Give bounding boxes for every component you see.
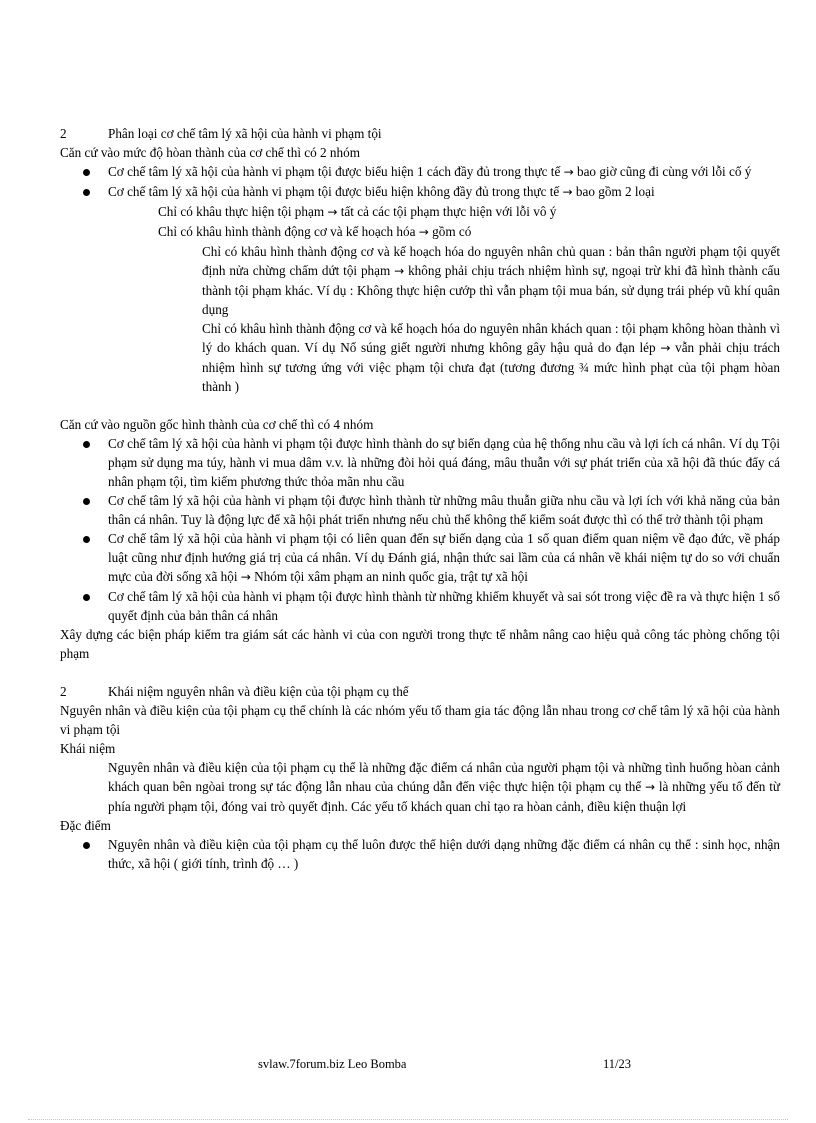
list-item: Nguyên nhân và điều kiện của tội phạm cụ thể luôn được thể hiện dưới dạng những đặc điểm cá nhân cụ thể : sinh học, nhận thức, xã hội ( giới tính, trình độ … ) — [60, 835, 780, 873]
sub-item: Chỉ có khâu hình thành động cơ và kế hoạch hóa → gồm có — [60, 222, 780, 242]
sub-sub-item: Chỉ có khâu hình thành động cơ và kế hoạch hóa do nguyên nhân khách quan : tội phạm không hòan thành vì lý do khách quan. Ví dụ Nổ súng giết người nhưng không gây hậu quả do đạn lép → vẫn phải chịu trách nhiệm hình sự tương ứng với việc phạm tội chưa đạt (tương đương ¾ mức hình phạt của tội phạm hòan thành ) — [202, 321, 780, 394]
bullet-icon — [83, 842, 90, 849]
arrow-icon: → — [660, 341, 671, 355]
bullet-icon — [83, 536, 90, 543]
list-item: Cơ chế tâm lý xã hội của hành vi phạm tội được hình thành do sự biến dạng của hệ thống nhu cầu và lợi ích cá nhân. Ví dụ Tội phạm sử dụng ma túy, hành vi mua dâm v.v. là những đòi hỏi quá đáng, mâu thuẫn với sự phát triển của xã hội đã thúc đẩy cá nhân phạm tội, tìm kiếm phương thức thỏa mãn nhu cầu — [60, 434, 780, 491]
list-item: Cơ chế tâm lý xã hội của hành vi phạm tội được hình thành từ những khiếm khuyết và sai sót trong việc đề ra và thực hiện 1 số quyết định của bản thân cá nhân — [60, 587, 780, 625]
section-title: Phân loại cơ chế tâm lý xã hội của hành vi phạm tội — [108, 126, 382, 141]
section2-intro: Nguyên nhân và điều kiện của tội phạm cụ thể chính là các nhóm yếu tố tham gia tác động lẫn nhau trong cơ chế tâm lý xã hội của hành vi phạm tội — [60, 703, 780, 737]
section-heading-2 — [60, 682, 780, 701]
bullet-icon — [83, 594, 90, 601]
section-heading-1 — [60, 124, 780, 143]
completion-intro: Căn cứ vào mức độ hòan thành của cơ chế thì có 2 nhóm — [60, 145, 360, 160]
arrow-icon: → — [562, 185, 573, 199]
origin-intro: Căn cứ vào nguồn gốc hình thành của cơ chế thì có 4 nhóm — [60, 417, 374, 432]
page-edge-divider — [28, 1119, 788, 1120]
closing-paragraph: Xây dựng các biện pháp kiểm tra giám sát các hành vi của con người trong thực tế nhằm nâng cao hiệu quả công tác phòng chống tội phạm — [60, 627, 780, 661]
spacer — [60, 396, 780, 415]
bullet-icon — [83, 189, 90, 196]
section-number: 2 — [60, 126, 67, 141]
sub-sub-item: Chỉ có khâu hình thành động cơ và kế hoạch hóa do nguyên nhân chủ quan : bản thân người phạm tội quyết định nửa chừng chấm dứt tội phạm → không phải chịu trách nhiệm hình sự, ngoại trừ khi đã hình thành cấu thành tội phạm khác. Ví dụ : Không thực hiện cướp thì vẫn phạm tội mua bán, sử dụng trái phép vũ khí quân dụng — [202, 244, 781, 317]
concept-paragraph: Nguyên nhân và điều kiện của tội phạm cụ thể là những đặc điểm cá nhân của người phạm tội và những tình huống hòan cảnh khách quan bên ngòai trong sự tác động lẫn nhau của chúng dẫn đến việc thực hiện tội phạm cụ thể → là những yếu tố đến từ phía người phạm tội, đóng vai trò quyết định. Các yếu tố khách quan chỉ tạo ra hòan cảnh, điều kiện thuận lợi — [108, 760, 781, 814]
arrow-icon: → — [418, 225, 429, 239]
arrow-icon: → — [327, 205, 338, 219]
arrow-icon: → — [240, 570, 251, 584]
footer-source: svlaw.7forum.biz Leo Bomba — [258, 1057, 407, 1071]
spacer — [60, 663, 780, 682]
page-content — [60, 124, 780, 873]
list-item: Cơ chế tâm lý xã hội của hành vi phạm tội được biểu hiện không đầy đủ trong thực tế → bao gồm 2 loại — [60, 182, 780, 202]
page-number: 11/23 — [603, 1057, 632, 1071]
list-item: Cơ chế tâm lý xã hội của hành vi phạm tội có liên quan đến sự biến dạng của 1 số quan điểm quan niệm về đạo đức, về pháp luật cũng như định hướng giá trị của cá nhân. Ví dụ Đánh giá, nhận thức sai lầm của cá nhân về khái niệm tự do so với chuẩn mực của đời sống xã hội → Nhóm tội xâm phạm an ninh quốc gia, trật tự xã hội — [60, 529, 780, 587]
list-item: Cơ chế tâm lý xã hội của hành vi phạm tội được hình thành từ những mâu thuẫn giữa nhu cầu và lợi ích với khả năng của bản thân cá nhân. Tuy là động lực để xã hội phát triển nhưng nếu chủ thể không thể kiểm soát được thì có thể trở thành tội phạm — [60, 491, 780, 529]
bullet-icon — [83, 498, 90, 505]
concept-label: Khái niệm — [60, 741, 116, 756]
bullet-icon — [83, 441, 90, 448]
arrow-icon: → — [394, 264, 405, 278]
section-title: Khái niệm nguyên nhân và điều kiện của tội phạm cụ thể — [108, 684, 409, 699]
bullet-icon — [83, 169, 90, 176]
section-number: 2 — [60, 684, 67, 699]
list-item: Cơ chế tâm lý xã hội của hành vi phạm tội được biểu hiện 1 cách đầy đủ trong thực tế → bao giờ cũng đi cùng với lỗi cố ý — [60, 162, 780, 182]
arrow-icon: → — [645, 780, 656, 794]
arrow-icon: → — [563, 165, 574, 179]
sub-item: Chỉ có khâu thực hiện tội phạm → tất cả các tội phạm thực hiện với lỗi vô ý — [60, 202, 780, 222]
feature-label: Đặc điểm — [60, 818, 111, 833]
